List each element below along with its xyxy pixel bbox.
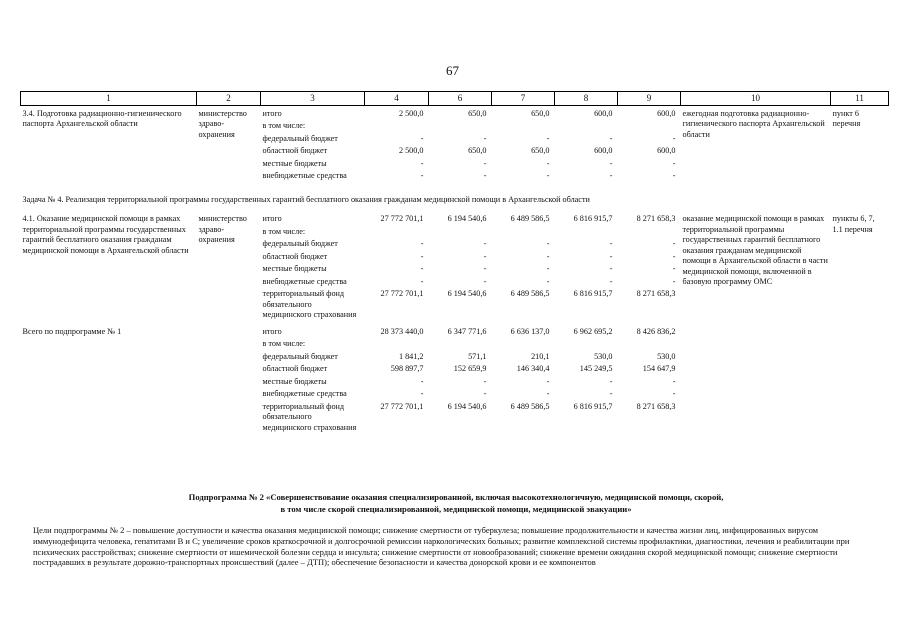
funding-value: - <box>420 158 424 168</box>
funding-value: - <box>609 376 613 386</box>
activity-name: 3.4. Подготовка радиационно-гигиенического паспорта Архангельской области <box>22 108 182 128</box>
funding-value <box>365 120 429 133</box>
funding-value: 6 489 586,5 <box>510 401 550 411</box>
column-number: 2 <box>197 92 261 106</box>
funding-value: - <box>483 158 487 168</box>
activity-name: 4.1. Оказание медицинской помощи в рамках территориальной программы государственных гарантий бесплатного оказания гражданам медицинской помощи в Архангельской области <box>22 214 189 255</box>
funding-source: федеральный бюджет <box>262 133 338 143</box>
funding-value <box>555 120 618 133</box>
funding-source: областной бюджет <box>262 146 328 155</box>
funding-value: 8 426 836,2 <box>636 326 676 336</box>
funding-value: 598 897,7 <box>390 364 424 373</box>
expected-result: оказание медицинской помощи в рамках территориальной программы государственных гарантий бесплатного оказания гражданам медицинской помощи в Архангельской области в части медицинской помощи, включенной в базовую программу ОМС <box>682 214 828 286</box>
funding-value: - <box>672 276 676 286</box>
funding-value: 650,0 <box>468 108 487 118</box>
subprogram-title-line: Подпрограмма № 2 «Совершенствование оказания специализированной, включая высокотехнологичную, медицинской помощи, скорой, <box>188 492 724 502</box>
table-row <box>21 108 889 121</box>
funding-value: - <box>483 376 487 386</box>
funding-value: - <box>483 389 487 398</box>
funding-value: - <box>609 158 613 168</box>
funding-value: 146 340,4 <box>516 364 550 373</box>
funding-value <box>429 226 492 239</box>
column-number: 6 <box>429 92 492 106</box>
funding-value: 571,1 <box>468 351 487 361</box>
funding-value: - <box>546 171 550 180</box>
funding-value: 27 772 701,1 <box>380 401 424 411</box>
funding-source: итого <box>262 326 282 336</box>
funding-value: - <box>420 251 424 261</box>
funding-value <box>492 226 555 239</box>
column-number-row <box>21 92 889 106</box>
funding-value: - <box>672 264 676 273</box>
indicator-reference <box>831 326 889 435</box>
funding-value: - <box>420 376 424 386</box>
funding-value: 2 500,0 <box>398 146 424 155</box>
funding-value: - <box>672 171 676 180</box>
funding-value: - <box>420 239 424 248</box>
column-number: 9 <box>618 92 681 106</box>
funding-source: территориальный фонд обязательного медицинского страхования <box>262 289 357 319</box>
funding-value: - <box>546 389 550 398</box>
task-row <box>21 183 889 214</box>
funding-source: в том числе: <box>262 339 306 348</box>
funding-value: - <box>546 251 550 261</box>
funding-value: 530,0 <box>657 351 676 361</box>
subprogram-title-line: в том числе скорой специализированной, медицинской помощи, медицинской эвакуации» <box>280 504 632 514</box>
funding-source: внебюджетные средства <box>262 389 347 398</box>
column-number: 7 <box>492 92 555 106</box>
table-row <box>21 326 889 339</box>
funding-value: - <box>546 239 550 248</box>
funding-value: 600,0 <box>594 108 613 118</box>
funding-value: - <box>483 133 487 143</box>
funding-value: 6 194 540,6 <box>447 289 487 298</box>
executor <box>197 326 261 435</box>
funding-source: внебюджетные средства <box>262 171 347 180</box>
funding-source: местные бюджеты <box>262 158 327 168</box>
funding-source: областной бюджет <box>262 364 328 373</box>
table-row <box>21 213 889 226</box>
funding-value: 600,0 <box>657 108 676 118</box>
funding-source: областной бюджет <box>262 251 328 261</box>
funding-value: - <box>420 389 424 398</box>
funding-value: - <box>609 171 613 180</box>
funding-value: 600,0 <box>594 146 613 155</box>
funding-value: - <box>672 389 676 398</box>
activity-name: Всего по подпрограмме № 1 <box>22 326 122 336</box>
funding-value: - <box>672 133 676 143</box>
funding-source: федеральный бюджет <box>262 239 338 248</box>
task-heading: Задача № 4. Реализация территориальной программы государственных гарантий бесплатного оказания гражданам медицинской помощи в Архангельской области <box>22 194 590 204</box>
column-number: 11 <box>831 92 889 106</box>
funding-value: 650,0 <box>531 108 550 118</box>
funding-value <box>492 338 555 351</box>
funding-value <box>429 338 492 351</box>
executor: министерство здраво-охранения <box>198 108 247 139</box>
funding-value <box>492 120 555 133</box>
funding-value: 6 194 540,6 <box>447 401 487 411</box>
program-table <box>20 91 889 434</box>
funding-value: 27 772 701,1 <box>380 214 424 223</box>
funding-source: итого <box>262 214 282 223</box>
funding-value: - <box>420 171 424 180</box>
funding-value: - <box>483 276 487 286</box>
funding-source: итого <box>262 108 282 118</box>
funding-value: - <box>609 251 613 261</box>
funding-value: 6 347 771,6 <box>447 326 487 336</box>
funding-source: в том числе: <box>262 121 306 130</box>
funding-value: 6 489 586,5 <box>510 289 550 298</box>
funding-source: в том числе: <box>262 226 306 236</box>
funding-value: - <box>672 376 676 386</box>
funding-value: 210,1 <box>531 351 550 361</box>
funding-value: 1 841,2 <box>398 351 424 361</box>
funding-value: - <box>546 276 550 286</box>
funding-value: 152 659,9 <box>453 364 487 373</box>
column-number: 1 <box>21 92 197 106</box>
subprogram-title <box>120 491 792 515</box>
funding-value: 6 816 915,7 <box>573 401 613 411</box>
page-number: 67 <box>446 63 459 78</box>
funding-value: - <box>483 251 487 261</box>
funding-value: 2 500,0 <box>398 108 424 118</box>
funding-value: - <box>546 264 550 273</box>
funding-value: - <box>483 171 487 180</box>
funding-value: 8 271 658,3 <box>636 214 676 223</box>
table-body <box>21 92 889 435</box>
subprogram-goals: Цели подпрограммы № 2 – повышение доступности и качества оказания медицинской помощи; снижение смертности от туберкулеза; повышение продолжительности и качества жизни лиц, инфицированных вирусом иммунодефицита человека, гепатитами B и C; увеличение сроков краткосрочной и долгосрочной ремиссии наркологических больных; развитие комплексной системы профилактики, диагностики, лечения и реабилитации при психических расстройствах; снижение смертности от ишемической болезни сердца и инсульта; снижение смертности от новообразований; снижение времени ожидания скорой медицинской помощи; снижение смертности пострадавших в результате дорожно-транспортных происшествий (далее – ДТП); обеспечение безопасности и качества донорской крови и ее компонентов <box>33 525 850 568</box>
funding-value: - <box>420 276 424 286</box>
column-number: 8 <box>555 92 618 106</box>
funding-value <box>618 226 681 239</box>
funding-value: - <box>609 389 613 398</box>
funding-value: - <box>609 264 613 273</box>
funding-value <box>365 226 429 239</box>
funding-value: - <box>609 133 613 143</box>
column-number: 3 <box>261 92 365 106</box>
funding-value <box>365 338 429 351</box>
column-number: 10 <box>681 92 831 106</box>
funding-source: территориальный фонд обязательного медицинского страхования <box>262 401 357 432</box>
funding-value: 6 816 915,7 <box>573 214 613 223</box>
funding-value: 6 489 586,5 <box>510 214 550 223</box>
funding-source: федеральный бюджет <box>262 351 338 361</box>
column-number: 4 <box>365 92 429 106</box>
indicator-reference: пункт 6 перечня <box>832 108 861 128</box>
funding-value <box>555 338 618 351</box>
funding-value: - <box>546 133 550 143</box>
expected-result: ежегодная подготовка радиационно-гигиенического паспорта Архангельской области <box>682 108 825 139</box>
funding-value: 6 194 540,6 <box>447 214 487 223</box>
funding-value: 650,0 <box>531 146 550 155</box>
funding-value: 650,0 <box>468 146 487 155</box>
funding-value: 8 271 658,3 <box>636 401 676 411</box>
funding-value: - <box>672 158 676 168</box>
funding-value: - <box>609 239 613 248</box>
funding-value: 27 772 701,1 <box>380 289 424 298</box>
funding-value: 6 962 695,2 <box>573 326 613 336</box>
funding-value: - <box>672 251 676 261</box>
indicator-reference: пункты 6, 7, 1.1 перечня <box>832 214 875 234</box>
funding-source: местные бюджеты <box>262 264 327 273</box>
funding-value <box>555 226 618 239</box>
funding-value: - <box>546 376 550 386</box>
funding-value: 6 636 137,0 <box>510 326 550 336</box>
funding-value <box>429 120 492 133</box>
funding-value <box>618 120 681 133</box>
expected-result <box>681 326 831 435</box>
funding-value: - <box>420 264 424 273</box>
funding-value: - <box>546 158 550 168</box>
funding-value: 8 271 658,3 <box>636 289 676 298</box>
funding-value: - <box>420 133 424 143</box>
executor: министерство здраво-охранения <box>198 214 247 244</box>
funding-source: внебюджетные средства <box>262 276 347 286</box>
funding-value: - <box>609 276 613 286</box>
funding-source: местные бюджеты <box>262 376 327 386</box>
funding-value: - <box>672 239 676 248</box>
funding-value: - <box>483 264 487 273</box>
funding-value: 6 816 915,7 <box>573 289 613 298</box>
funding-value: 600,0 <box>657 146 676 155</box>
funding-value <box>618 338 681 351</box>
funding-value: 154 647,9 <box>642 364 676 373</box>
funding-value: 145 249,5 <box>579 364 613 373</box>
funding-value: - <box>483 239 487 248</box>
funding-value: 530,0 <box>594 351 613 361</box>
funding-value: 28 373 440,0 <box>380 326 424 336</box>
